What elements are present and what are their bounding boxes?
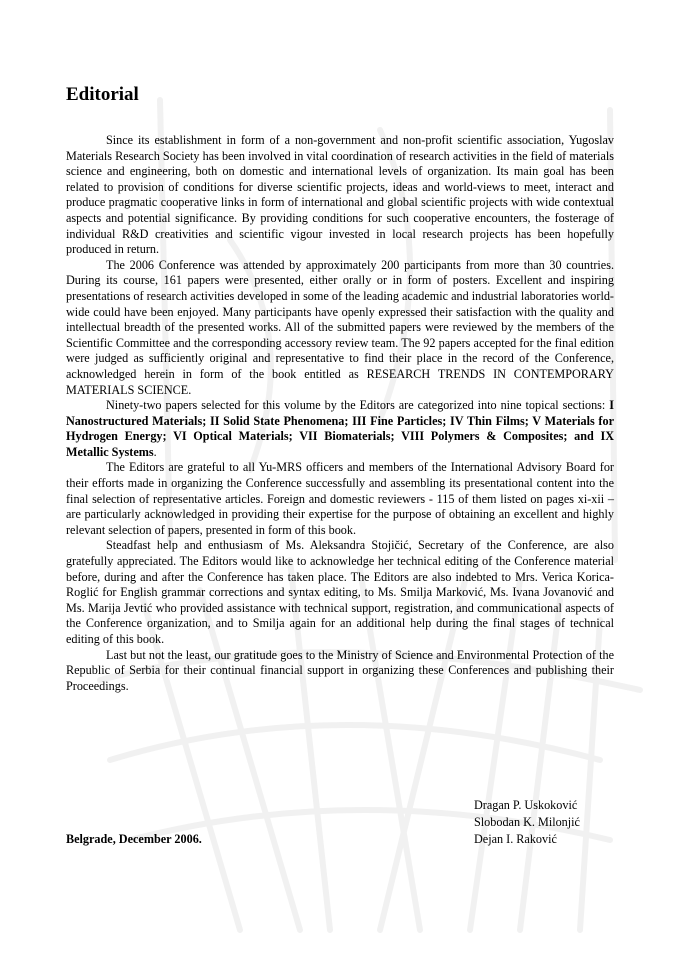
editorial-body: [66, 133, 614, 694]
sections-end: .: [153, 444, 157, 459]
editor-name: Slobodan K. Milonjić: [474, 815, 580, 829]
editorial-page: [66, 84, 614, 694]
paragraph-secretary-thanks: Steadfast help and enthusiasm of Ms. Aleksandra Stojičić, Secretary of the Conference, are also gratefully appreciated. The Editors would like to acknowledge her technical editing of the Conference material before, during and after the Conference has taken place. The Editors are also indebted to Mrs. Verica Korica-Roglić for English grammar corrections and syntax editing, to Ms. Smilja Marković, Ms. Ivana Jovanović and Ms. Marija Jevtić who provided assistance with technical support, registration, and communicational aspects of the Conference organization, and to Smilja again for an additional help during the final stages of technical editing of this book.: [66, 538, 614, 646]
editor-names: [474, 797, 580, 848]
paragraph-establishment: Since its establishment in form of a non-government and non-profit scientific association, Yugoslav Materials Research Society has been involved in vital coordination of research activities in the field of materials science and engineering, both on domestic and international levels of organization. Its main goal has been related to provision of conditions for diverse scientific projects, ideas and world-views to meet, interact and produce pragmatic cooperative links in form of international and global scientific projects with wide contextual aspects and potential significance. By providing conditions for such cooperative encounters, the fosterage of individual R&D creativities and scientific vigour invested in local research projects has been hopefully produced in return.: [66, 133, 614, 257]
editor-name: Dejan I. Raković: [474, 832, 557, 846]
page-title: Editorial: [66, 84, 139, 105]
sections-list: I Nanostructured Materials; II Solid State Phenomena; III Fine Particles; IV Thin Films; V Materials for Hydrogen Energy; VI Optical Materials; VII Biomaterials; VIII Polymers & Composites; and IX Metallic Systems: [66, 398, 614, 459]
paragraph-acknowledgements: The Editors are grateful to all Yu-MRS officers and members of the International Advisory Board for their efforts made in organizing the Conference successfully and assembling its presentational content into the final selection of representative articles. Foreign and domestic reviewers - 115 of them listed on pages xi-xii – are particularly acknowledged in providing their expertise for the purpose of obtaining an excellent and highly relevant selection of papers, presented in form of this book.: [66, 460, 614, 537]
paragraph-ministry-thanks: Last but not the least, our gratitude goes to the Ministry of Science and Environmental Protection of the Republic of Serbia for their continual financial support in organizing these Conferences and publishing their Proceedings.: [66, 647, 614, 693]
paragraph-topical-sections: [66, 398, 614, 460]
editor-name: Dragan P. Uskoković: [474, 798, 578, 812]
paragraph-conference-2006: The 2006 Conference was attended by approximately 200 participants from more than 30 countries. During its course, 161 papers were presented, either orally or in form of posters. Excellent and inspiring presentations of research activities developed in some of the leading academic and industrial laboratories world-wide could have been enjoyed. Many participants have openly expressed their satisfaction with the quality and intellectual breadth of the presented works. All of the submitted papers were reviewed by the members of the Scientific Committee and the corresponding accessory review team. The 92 papers accepted for the final edition were judged as sufficiently original and representative to find their place in the record of the Conference, acknowledged herein in form of the book entitled as RESEARCH TRENDS IN CONTEMPORARY MATERIALS SCIENCE.: [66, 257, 614, 397]
sections-intro: Ninety-two papers selected for this volume by the Editors are categorized into nine topical sections:: [106, 398, 606, 413]
place-date: Belgrade, December 2006.: [66, 832, 202, 846]
